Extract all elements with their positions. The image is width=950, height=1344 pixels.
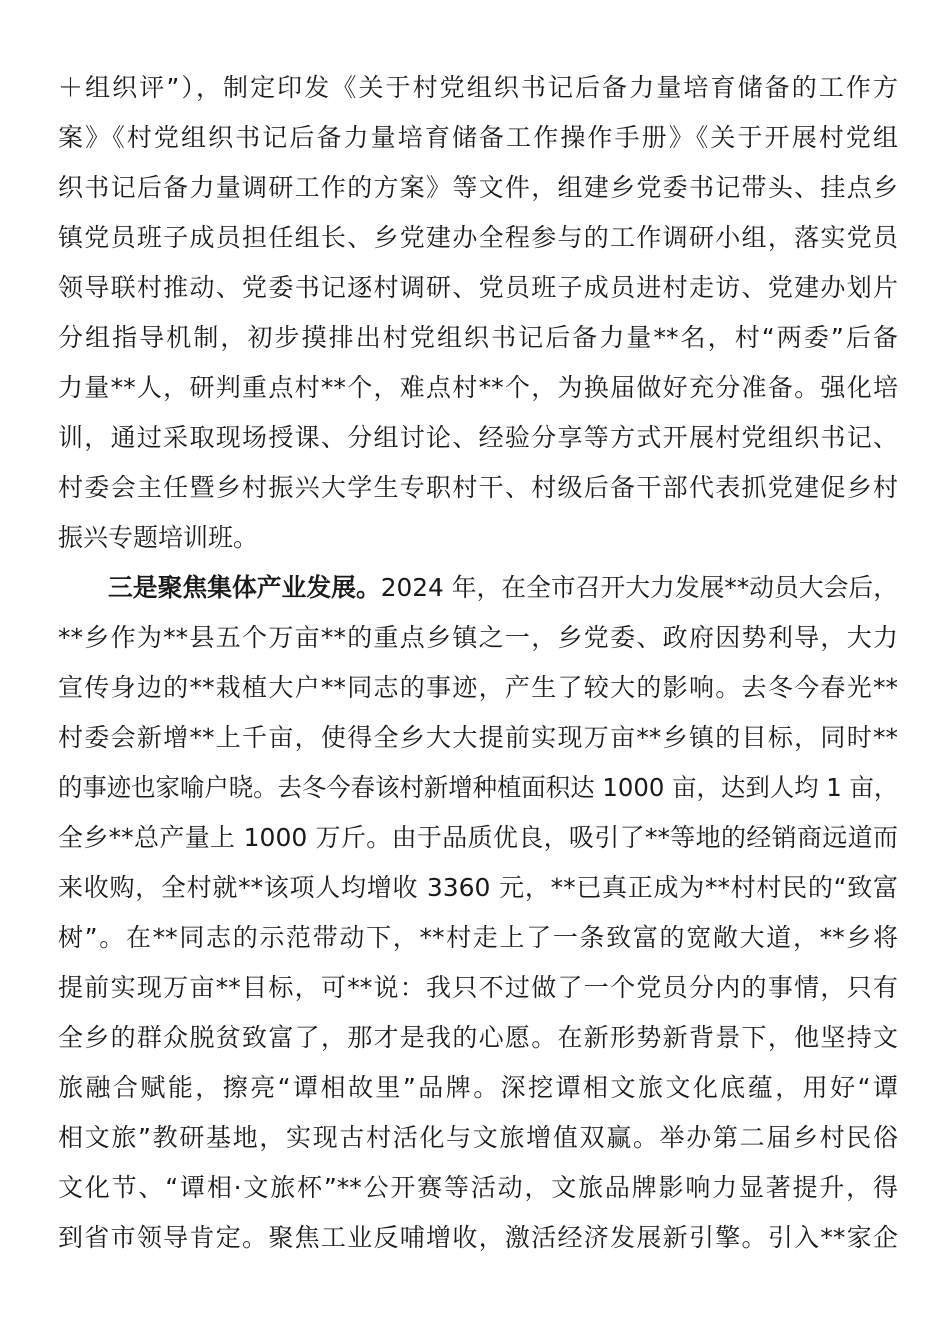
paragraph-2-heading: 三是聚焦集体产业发展。 [108, 573, 381, 602]
paragraph-2-line-1 [108, 563, 898, 613]
paragraph-1-line-8: 训，通过采取现场授课、分组讨论、经验分享等方式开展村党组织书记、 [58, 423, 898, 452]
paragraph-2-line-10: 全乡的群众脱贫致富了，那才是我的心愿。在新形势新背景下，他坚持文 [58, 1023, 898, 1052]
paragraph-1-line-4: 镇党员班子成员担任组长、乡党建办全程参与的工作调研小组，落实党员 [58, 223, 898, 252]
paragraph-2-line-5: 的事迹也家喻户晓。去冬今春该村新增种植面积达 1000 亩，达到人均 1 亩， [58, 773, 899, 802]
paragraph-2-line-3: 宣传身边的**栽植大户**同志的事迹，产生了较大的影响。去冬今春光** [58, 673, 898, 702]
paragraph-1-line-2: 案》《村党组织书记后备力量培育储备工作操作手册》《关于开展村党组 [58, 123, 898, 152]
paragraph-2-line-8: 树”。在**同志的示范带动下，**村走上了一条致富的宽敞大道，**乡将 [58, 923, 898, 952]
paragraph-1-line-6: 分组指导机制，初步摸排出村党组织书记后备力量**名，村“两委”后备 [58, 323, 898, 352]
paragraph-2-line-9: 提前实现万亩**目标，可**说：我只不过做了一个党员分内的事情，只有 [58, 973, 898, 1002]
paragraph-2-line-7: 来收购，全村就**该项人均增收 3360 元，**已真正成为**村村民的“致富 [58, 873, 898, 902]
paragraph-2-line-14: 到省市领导肯定。聚焦工业反哺增收，激活经济发展新引擎。引入**家企 [58, 1223, 898, 1252]
paragraph-1-line-9: 村委会主任暨乡村振兴大学生专职村干、村级后备干部代表抓党建促乡村 [58, 473, 898, 502]
paragraph-2-first-line-text: 2024 年，在全市召开大力发展**动员大会后， [380, 573, 898, 602]
paragraph-2-line-2: **乡作为**县五个万亩**的重点乡镇之一，乡党委、政府因势利导，大力 [58, 623, 898, 652]
paragraph-2-line-11: 旅融合赋能，擦亮“谭相故里”品牌。深挖谭相文旅文化底蕴，用好“谭 [58, 1073, 898, 1102]
paragraph-1-line-5: 领导联村推动、党委书记逐村调研、党员班子成员进村走访、党建办划片 [58, 273, 898, 302]
paragraph-1-line-7: 力量**人，研判重点村**个，难点村**个，为换届做好充分准备。强化培 [58, 373, 898, 402]
paragraph-2-line-12: 相文旅”教研基地，实现古村活化与文旅增值双赢。举办第二届乡村民俗 [58, 1123, 898, 1152]
paragraph-1-line-3: 织书记后备力量调研工作的方案》等文件，组建乡党委书记带头、挂点乡 [58, 173, 898, 202]
paragraph-1-line-1: ＋组织评”），制定印发《关于村党组织书记后备力量培育储备的工作方 [58, 73, 898, 102]
paragraph-1-line-10: 振兴专题培训班。 [58, 523, 259, 552]
paragraph-2-line-13: 文化节、“谭相·文旅杯”**公开赛等活动，文旅品牌影响力显著提升，得 [58, 1173, 898, 1202]
paragraph-2-line-6: 全乡**总产量上 1000 万斤。由于品质优良，吸引了**等地的经销商远道而 [58, 823, 898, 852]
paragraph-2-line-4: 村委会新增**上千亩，使得全乡大大提前实现万亩**乡镇的目标，同时** [58, 723, 898, 752]
